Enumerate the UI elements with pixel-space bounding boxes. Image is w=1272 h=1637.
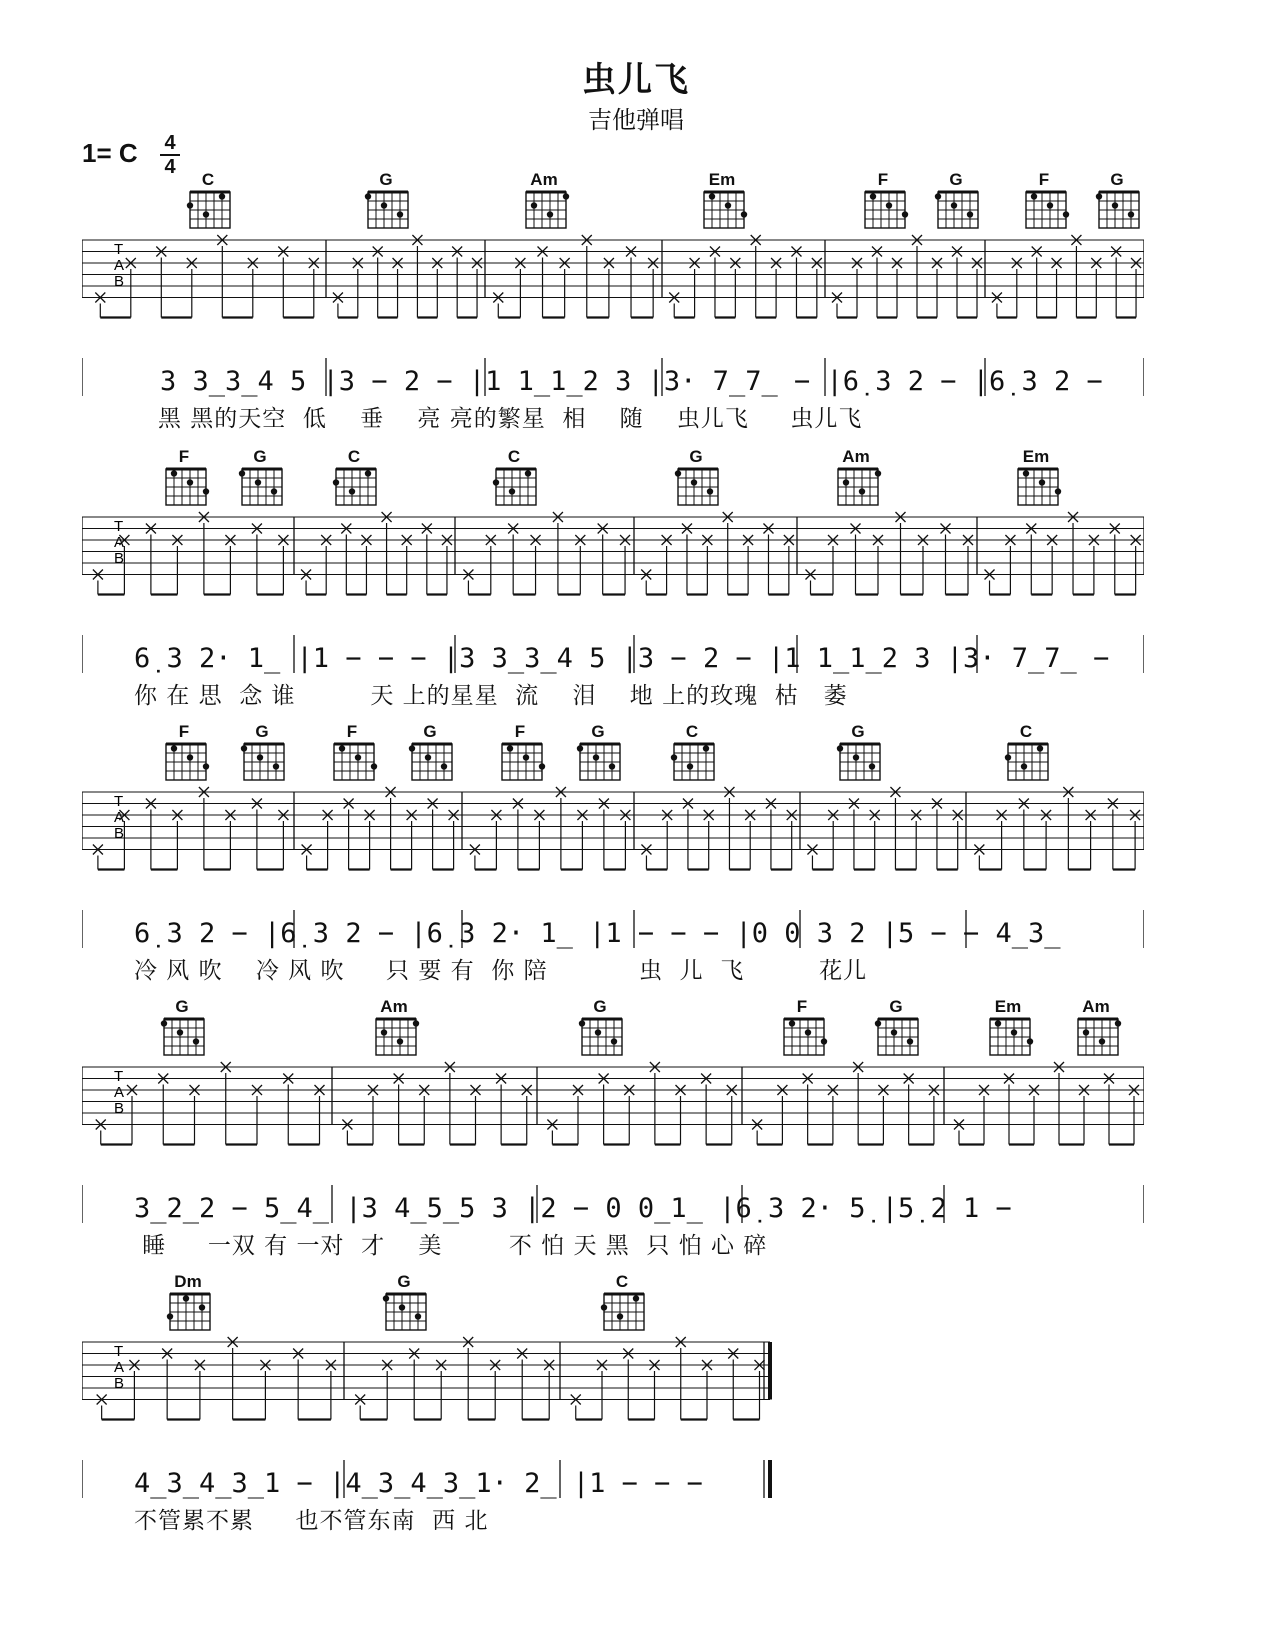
tab-clef-letter: B <box>114 1100 125 1117</box>
chord-name: Am <box>380 997 408 1016</box>
chord-name: Em <box>708 170 736 189</box>
chord-name: C <box>685 722 699 741</box>
jianpu-notation: 3̲2̲2 − 5̲4̲ |3 4̲5̲5 3 |2 − 0 0̲1̲ |6̣ 3 2· 5̣ |5̣ 2 1 − <box>134 1193 1012 1224</box>
chord-name: C <box>347 447 361 466</box>
tab-staff <box>82 720 1144 990</box>
tab-clef-letter: B <box>114 550 125 567</box>
chord-name: G <box>255 722 269 741</box>
chord-name: C <box>201 170 215 189</box>
jianpu-notation: 6̣ 3 2 − |6̣ 3 2 − |6̣ 3 2· 1̲ |1 − − − |0 0 3 2 |5 − − 4̲3̲ <box>134 918 1061 949</box>
chord-name: F <box>514 722 526 741</box>
time-signature-bottom: 4 <box>164 156 176 178</box>
chord-name: C <box>1019 722 1033 741</box>
jianpu-notation: 3 3̲3̲4 5 |3 − 2 − |1 1̲1̲2 3 |3· 7̲7̲ − |6̣ 3 2 − |6̣ 3 2 − <box>160 366 1103 397</box>
tab-clef-letter: T <box>114 1068 124 1085</box>
tab-clef-letter: A <box>114 809 125 826</box>
chord-name: Am <box>1082 997 1110 1016</box>
chord-name: G <box>689 447 703 466</box>
jianpu-notation: 4̲3̲4̲3̲1 − |4̲3̲4̲3̲1· 2̲ |1 − − − <box>134 1468 703 1499</box>
tab-clef-letter: A <box>114 1359 125 1376</box>
chord-name: F <box>1038 170 1050 189</box>
chord-name: G <box>949 170 963 189</box>
key-label: 1= C <box>82 138 138 168</box>
chord-name: F <box>796 997 808 1016</box>
chord-name: G <box>175 997 189 1016</box>
score-system-3 <box>82 720 1144 990</box>
chord-name: Em <box>1022 447 1050 466</box>
tab-clef-letter: T <box>114 1343 124 1360</box>
jianpu-notation: 6̣ 3 2· 1̲ |1 − − − |3 3̲3̲4 5 |3 − 2 − |1 1̲1̲2 3 |3· 7̲7̲ − <box>134 643 1110 674</box>
chord-name: G <box>591 722 605 741</box>
chord-name: Am <box>530 170 558 189</box>
tab-staff <box>82 168 1144 438</box>
score-system-4 <box>82 995 1144 1265</box>
chord-name: Am <box>842 447 870 466</box>
chord-name: G <box>379 170 393 189</box>
chord-name: G <box>889 997 903 1016</box>
chord-name: F <box>346 722 358 741</box>
chord-name: C <box>507 447 521 466</box>
chord-name: G <box>423 722 437 741</box>
tab-staff <box>82 445 1144 715</box>
tab-clef-letter: A <box>114 1084 125 1101</box>
lyrics-line: 冷 风 吹 冷 风 吹 只 要 有 你 陪 虫 儿 飞 花儿 <box>134 958 868 984</box>
tab-clef-letter: A <box>114 534 125 551</box>
score-system-5 <box>82 1270 770 1540</box>
lyrics-line: 黑 黑的天空 低 垂 亮 亮的繁星 相 随 虫儿飞 虫儿飞 <box>158 406 863 432</box>
tab-clef-letter: T <box>114 241 124 258</box>
tab-clef-letter: B <box>114 825 125 842</box>
score-system-1 <box>82 168 1144 438</box>
chord-name: G <box>397 1272 411 1291</box>
tab-clef-letter: B <box>114 273 125 290</box>
time-signature-top: 4 <box>160 132 180 156</box>
chord-name: G <box>1110 170 1124 189</box>
chord-name: G <box>851 722 865 741</box>
song-subtitle: 吉他弹唱 <box>588 106 684 134</box>
tab-clef-letter: T <box>114 518 124 535</box>
tab-clef-letter: A <box>114 257 125 274</box>
chord-name: Dm <box>174 1272 202 1291</box>
key-signature <box>82 132 176 178</box>
score-system-2 <box>82 445 1144 715</box>
tab-staff <box>82 1270 782 1540</box>
lyrics-line: 不管累不累 也不管东南 西 北 <box>134 1508 489 1534</box>
chord-name: G <box>593 997 607 1016</box>
chord-name: Em <box>994 997 1022 1016</box>
tab-clef-letter: T <box>114 793 124 810</box>
tab-clef-letter: B <box>114 1375 125 1392</box>
chord-name: F <box>877 170 889 189</box>
chord-name: G <box>253 447 267 466</box>
lyrics-line: 你 在 思 念 谁 天 上的星星 流 泪 地 上的玫瑰 枯 萎 <box>134 683 848 709</box>
lyrics-line: 睡 一双 有 一对 才 美 不 怕 天 黑 只 怕 心 碎 <box>134 1233 768 1259</box>
chord-name: F <box>178 447 190 466</box>
chord-name: C <box>615 1272 629 1291</box>
song-title: 虫儿飞 <box>582 60 690 100</box>
chord-name: F <box>178 722 190 741</box>
tab-staff <box>82 995 1144 1265</box>
